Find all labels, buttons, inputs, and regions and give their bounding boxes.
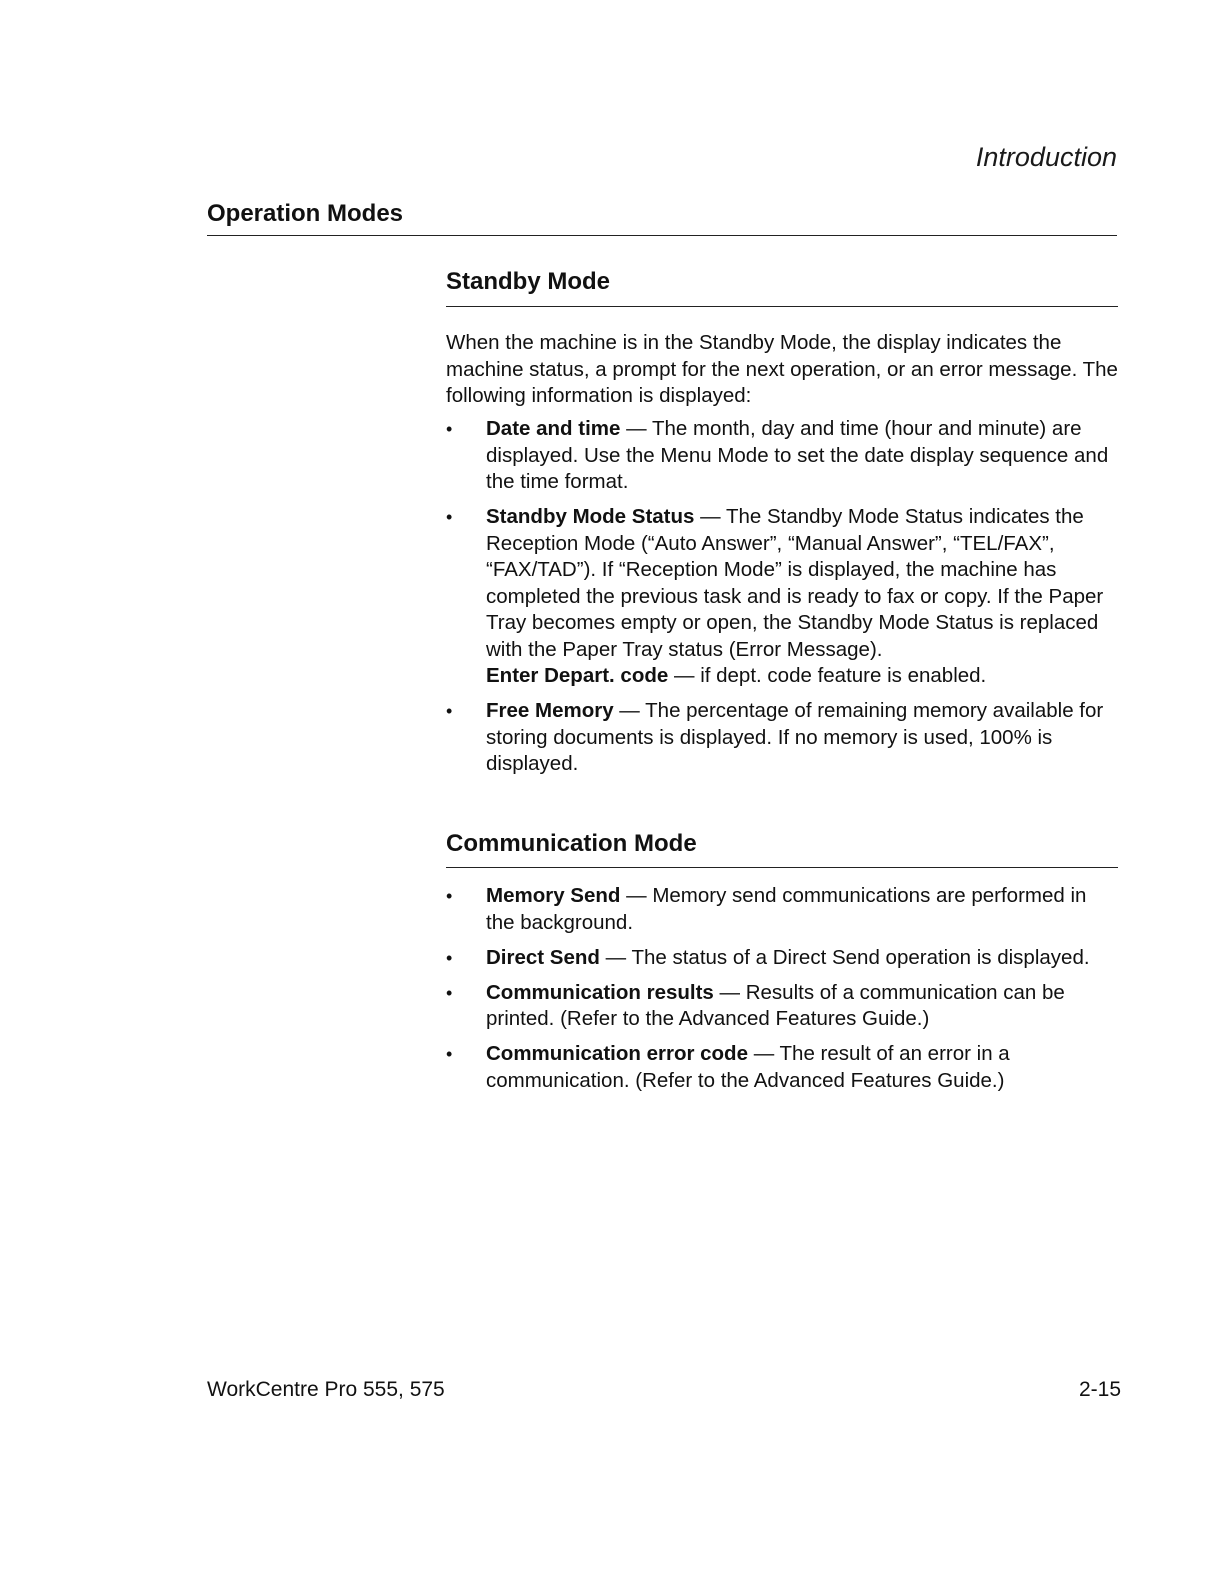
item-dash: —	[620, 884, 653, 907]
item-term: Communication error code	[486, 1042, 748, 1065]
item-term: Date and time	[486, 417, 621, 440]
bullet-icon: •	[446, 419, 453, 439]
standby-intro-paragraph: When the machine is in the Standby Mode, the display indicates the machine status, a prompt for the next operation, or an error message. The following information is displayed:	[446, 331, 1118, 407]
item-text: The percentage of remaining memory available for storing documents is displayed. If no memory is used, 100% is displayed.	[486, 699, 1104, 775]
list-item	[446, 945, 1118, 972]
item-subnote	[486, 663, 1118, 690]
section-title: Operation Modes	[207, 200, 404, 227]
bullet-icon: •	[446, 1044, 453, 1064]
item-subnote-dash: —	[668, 664, 701, 687]
item-dash: —	[599, 945, 632, 969]
list-item	[446, 416, 1118, 496]
footer-product-name: WorkCentre Pro 555, 575	[207, 1378, 445, 1401]
item-term: Standby Mode Status	[486, 505, 695, 528]
standby-mode-heading: Standby Mode	[446, 268, 611, 295]
bullet-icon: •	[446, 507, 453, 527]
item-term: Free Memory	[486, 699, 614, 722]
item-text: Results of a communication can be printed. (Refer to the Advanced Features Guide.)	[486, 980, 1065, 1030]
bullet-icon: •	[446, 701, 453, 721]
item-text: Memory send communications are performed in the background.	[486, 884, 1087, 934]
item-dash: —	[613, 699, 646, 722]
bullet-icon: •	[446, 982, 453, 1003]
item-term: Direct Send	[486, 945, 600, 969]
list-item	[446, 504, 1118, 690]
communication-mode-heading: Communication Mode	[446, 830, 697, 857]
footer-page-number: 2-15	[1078, 1378, 1121, 1401]
section-rule	[207, 235, 1117, 236]
item-dash: —	[620, 417, 652, 440]
item-subnote-text: if dept. code feature is enabled.	[700, 664, 987, 687]
list-item	[446, 1041, 1118, 1094]
item-term: Communication results	[486, 980, 714, 1004]
item-dash: —	[694, 505, 726, 528]
bullet-icon: •	[446, 947, 453, 968]
item-text: The month, day and time (hour and minute) are displayed. Use the Menu Mode to set the date display sequence and the time format.	[486, 417, 1109, 493]
list-item	[446, 698, 1118, 778]
item-subnote-term: Enter Depart. code	[486, 664, 669, 687]
item-text: The status of a Direct Send operation is displayed.	[631, 945, 1090, 969]
standby-bullet-list	[446, 416, 1118, 786]
list-item	[446, 980, 1118, 1033]
communication-bullet-list	[446, 883, 1118, 1103]
bullet-icon: •	[446, 886, 453, 906]
list-item	[446, 883, 1118, 936]
item-dash: —	[713, 980, 746, 1004]
item-term: Memory Send	[486, 884, 621, 907]
item-dash: —	[748, 1042, 780, 1065]
communication-mode-rule	[446, 867, 1118, 868]
item-text: The Standby Mode Status indicates the Reception Mode (“Auto Answer”, “Manual Answer”, “TEL/FAX”, “FAX/TAD”). If “Reception Mode” is displayed, the machine has completed the previous task and is ready to fax or copy. If the Paper Tray becomes empty or open, the Standby Mode Status is replaced with the Paper Tray status (Error Message).	[486, 505, 1104, 661]
chapter-title: Introduction	[975, 142, 1117, 172]
standby-mode-rule	[446, 306, 1118, 307]
item-text: The result of an error in a communication. (Refer to the Advanced Features Guide.)	[486, 1042, 1010, 1092]
